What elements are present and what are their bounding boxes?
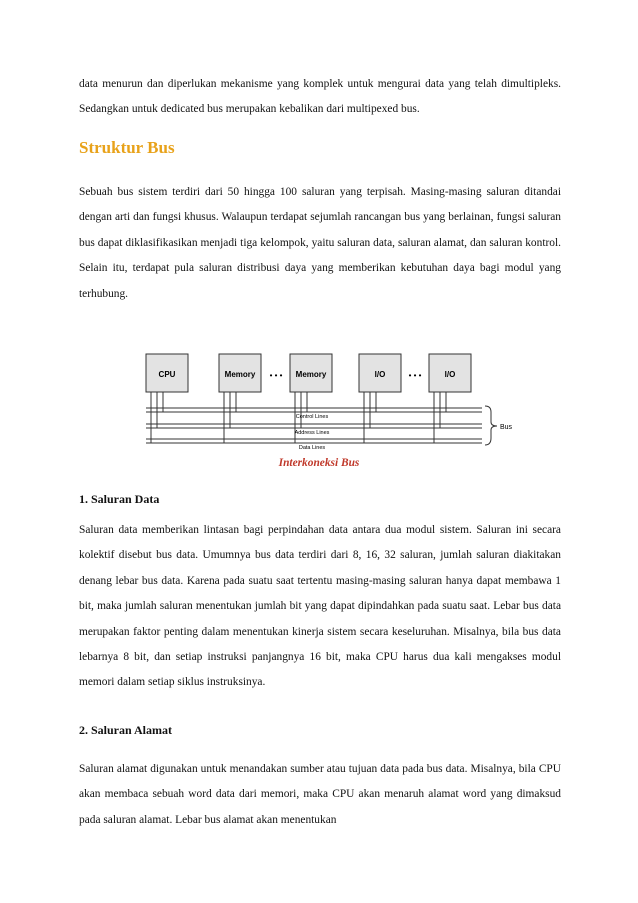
address-lines-label: Address Lines bbox=[294, 430, 330, 436]
bus-label: Bus bbox=[500, 424, 513, 431]
module-label: Memory bbox=[224, 370, 256, 379]
figure-caption: Interkoneksi Bus bbox=[278, 457, 360, 469]
io-2-connectors bbox=[434, 392, 446, 443]
subsection-2-title: 2. Saluran Alamat bbox=[79, 723, 173, 737]
module-label: I/O bbox=[374, 370, 386, 379]
io-1-connectors bbox=[364, 392, 376, 443]
bus-brace bbox=[485, 406, 497, 445]
ellipsis-2: • • • bbox=[408, 371, 422, 380]
data-lines-label: Data Lines bbox=[298, 445, 326, 450]
control-lines-label: Control Lines bbox=[295, 414, 329, 420]
memory-1-connectors bbox=[224, 392, 236, 443]
section-title: Struktur Bus bbox=[79, 138, 175, 157]
module-label: CPU bbox=[158, 370, 176, 379]
subsection-2-paragraph: Saluran alamat digunakan untuk menandakan sumber atau tujuan data pada bus data. Misalnya, bila CPU akan membaca sebuah word data dari memori, maka CPU akan menaruh alamat word yang dimaksud pada saluran alamat. Lebar bus alamat akan menentukan bbox=[79, 763, 561, 826]
ellipsis-1: • • • bbox=[269, 371, 283, 380]
intro-paragraph: data menurun dan diperlukan mekanisme yang komplek untuk mengurai data yang telah dimultipleks. Sedangkan untuk dedicated bus merupakan kebalikan dari multipexed bus. bbox=[79, 78, 561, 116]
cpu-connectors bbox=[151, 392, 163, 443]
subsection-1-paragraph: Saluran data memberikan lintasan bagi perpindahan data antara dua modul sistem. Saluran ini secara kolektif disebut bus data. Umumnya bus data terdiri dari 8, 16, 32 saluran, jumlah saluran diakitakan denang lebar bus data. Karena pada suatu saat tertentu masing-masing saluran hanya dapat membawa 1 bit, maka jumlah saluran menentukan jumlah bit yang dapat dipindahkan pada suatu saat. Lebar bus data merupakan faktor penting dalam menentukan kinerja sistem secara keseluruhan. Misalnya, bila bus data lebarnya 8 bit, dan setiap instruksi panjangnya 16 bit, maka CPU harus dua kali mengakses modul memori dalam setiap siklus instruksinya. bbox=[79, 524, 561, 689]
module-label: Memory bbox=[295, 370, 327, 379]
section-paragraph: Sebuah bus sistem terdiri dari 50 hingga 100 saluran yang terpisah. Masing-masing saluran ditandai dengan arti dan fungsi khusus. Walaupun terdapat sejumlah rancangan bus yang berlainan, fungsi saluran bus dapat diklasifikasikan menjadi tiga kelompok, yaitu saluran data, saluran alamat, dan saluran kontrol. Selain itu, terdapat pula saluran distribusi daya yang memberikan kebutuhan daya bagi modul yang terhubung. bbox=[79, 186, 561, 300]
bus-interconnect-diagram bbox=[137, 350, 517, 450]
module-label: I/O bbox=[444, 370, 456, 379]
subsection-1-title: 1. Saluran Data bbox=[79, 492, 160, 506]
